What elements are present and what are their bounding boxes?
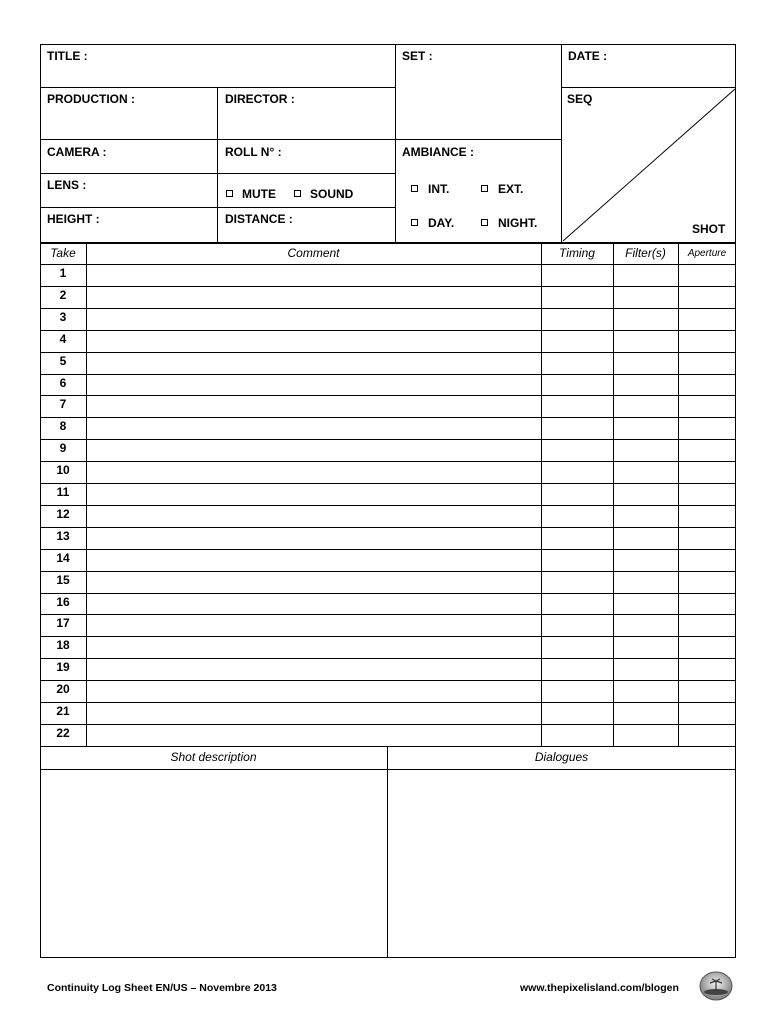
aperture-cell[interactable] xyxy=(679,265,736,286)
take-number: 21 xyxy=(56,704,70,718)
aperture-cell[interactable] xyxy=(679,484,736,505)
shot-description-field[interactable] xyxy=(41,770,387,957)
timing-cell[interactable] xyxy=(542,725,613,746)
filters-cell[interactable] xyxy=(614,506,678,527)
take-number: 3 xyxy=(59,309,67,324)
filters-cell[interactable] xyxy=(614,725,678,746)
table-row xyxy=(40,505,736,527)
aperture-cell[interactable] xyxy=(679,462,736,483)
divider xyxy=(217,87,218,242)
dialogues-field[interactable] xyxy=(388,770,735,957)
timing-cell[interactable] xyxy=(542,396,613,417)
comment-cell[interactable] xyxy=(87,375,541,396)
comment-cell[interactable] xyxy=(87,418,541,439)
aperture-cell[interactable] xyxy=(679,528,736,549)
timing-cell[interactable] xyxy=(542,484,613,505)
comment-cell[interactable] xyxy=(87,637,541,658)
table-row xyxy=(40,527,736,549)
aperture-cell[interactable] xyxy=(679,440,736,461)
aperture-cell[interactable] xyxy=(679,725,736,746)
timing-cell[interactable] xyxy=(542,331,613,352)
table-row xyxy=(40,614,736,636)
seq-shot-diagonal xyxy=(561,87,736,242)
comment-cell[interactable] xyxy=(87,353,541,374)
column-header-timing: Timing xyxy=(559,246,595,260)
take-number: 4 xyxy=(59,331,67,346)
aperture-cell[interactable] xyxy=(679,375,736,396)
filters-cell[interactable] xyxy=(614,615,678,636)
divider xyxy=(40,746,736,747)
filters-cell[interactable] xyxy=(614,681,678,702)
night-label: NIGHT. xyxy=(498,216,538,230)
comment-cell[interactable] xyxy=(87,396,541,417)
island-logo xyxy=(699,971,733,1001)
filters-cell[interactable] xyxy=(614,484,678,505)
divider xyxy=(40,139,562,140)
column-header-take: Take xyxy=(50,246,76,260)
take-number: 5 xyxy=(59,353,67,368)
table-row xyxy=(40,395,736,417)
take-number: 22 xyxy=(56,725,70,740)
divider xyxy=(40,207,396,208)
day-label: DAY. xyxy=(428,216,455,230)
comment-cell[interactable] xyxy=(87,572,541,593)
aperture-cell[interactable] xyxy=(679,637,736,658)
filters-cell[interactable] xyxy=(614,353,678,374)
ambiance-label: AMBIANCE : xyxy=(402,145,474,159)
height-label: HEIGHT : xyxy=(47,212,100,226)
ext-label: EXT. xyxy=(498,182,524,196)
take-number: 20 xyxy=(56,682,70,697)
aperture-cell[interactable] xyxy=(679,506,736,527)
timing-cell[interactable] xyxy=(542,287,613,308)
ext-checkbox[interactable] xyxy=(481,185,488,192)
table-row xyxy=(40,483,736,505)
timing-cell[interactable] xyxy=(542,440,613,461)
take-number: 8 xyxy=(59,419,67,434)
comment-cell[interactable] xyxy=(87,615,541,636)
take-number: 1 xyxy=(59,266,67,280)
filters-cell[interactable] xyxy=(614,309,678,330)
seq-label: SEQ xyxy=(567,92,593,106)
table-row xyxy=(40,264,736,286)
timing-cell[interactable] xyxy=(542,615,613,636)
filters-cell[interactable] xyxy=(614,594,678,615)
take-number: 2 xyxy=(59,287,67,302)
filters-cell[interactable] xyxy=(614,637,678,658)
table-row xyxy=(40,374,736,396)
day-checkbox[interactable] xyxy=(411,219,418,226)
int-label: INT. xyxy=(428,182,450,196)
filters-cell[interactable] xyxy=(614,287,678,308)
take-number: 18 xyxy=(56,638,70,653)
shot-label: SHOT xyxy=(692,222,726,236)
timing-cell[interactable] xyxy=(542,572,613,593)
aperture-cell[interactable] xyxy=(679,331,736,352)
filters-cell[interactable] xyxy=(614,528,678,549)
table-row xyxy=(40,461,736,483)
divider xyxy=(395,44,396,242)
table-row xyxy=(40,702,736,724)
take-number: 11 xyxy=(56,485,70,499)
divider xyxy=(40,173,396,174)
take-number: 17 xyxy=(56,616,70,631)
footer-title: Continuity Log Sheet EN/US – Novembre 2013 xyxy=(47,982,277,994)
take-number: 16 xyxy=(56,594,70,609)
table-row xyxy=(40,571,736,593)
comment-cell[interactable] xyxy=(87,462,541,483)
timing-cell[interactable] xyxy=(542,375,613,396)
filters-cell[interactable] xyxy=(614,572,678,593)
take-number: 6 xyxy=(59,375,67,390)
filters-cell[interactable] xyxy=(614,331,678,352)
set-label: SET : xyxy=(402,49,433,63)
table-row xyxy=(40,680,736,702)
comment-cell[interactable] xyxy=(87,681,541,702)
aperture-cell[interactable] xyxy=(679,615,736,636)
production-label: PRODUCTION : xyxy=(47,92,135,106)
take-number: 13 xyxy=(56,528,70,543)
timing-cell[interactable] xyxy=(542,594,613,615)
take-number: 9 xyxy=(59,441,67,456)
filters-cell[interactable] xyxy=(614,375,678,396)
timing-cell[interactable] xyxy=(542,418,613,439)
comment-cell[interactable] xyxy=(87,550,541,571)
filters-cell[interactable] xyxy=(614,659,678,680)
sound-label: SOUND xyxy=(310,187,354,201)
aperture-cell[interactable] xyxy=(679,572,736,593)
shot-description-label: Shot description xyxy=(170,750,257,764)
take-number: 10 xyxy=(56,463,70,478)
comment-cell[interactable] xyxy=(87,703,541,724)
table-row xyxy=(40,724,736,746)
comment-cell[interactable] xyxy=(87,484,541,505)
comment-cell[interactable] xyxy=(87,287,541,308)
table-row xyxy=(40,417,736,439)
table-row xyxy=(40,352,736,374)
aperture-cell[interactable] xyxy=(679,594,736,615)
filters-cell[interactable] xyxy=(614,265,678,286)
aperture-cell[interactable] xyxy=(679,703,736,724)
lens-label: LENS : xyxy=(47,178,87,192)
mute-label: MUTE xyxy=(242,187,276,201)
timing-cell[interactable] xyxy=(542,528,613,549)
table-row xyxy=(40,593,736,615)
aperture-cell[interactable] xyxy=(679,309,736,330)
timing-cell[interactable] xyxy=(542,506,613,527)
timing-cell[interactable] xyxy=(542,703,613,724)
timing-cell[interactable] xyxy=(542,550,613,571)
mute-checkbox[interactable] xyxy=(226,190,233,197)
take-number: 15 xyxy=(56,572,70,587)
take-number: 12 xyxy=(56,506,70,521)
column-header-aperture: Aperture xyxy=(687,248,727,259)
title-label: TITLE : xyxy=(47,49,88,63)
timing-cell[interactable] xyxy=(542,462,613,483)
int-checkbox[interactable] xyxy=(411,185,418,192)
timing-cell[interactable] xyxy=(542,353,613,374)
aperture-cell[interactable] xyxy=(679,550,736,571)
filters-cell[interactable] xyxy=(614,440,678,461)
timing-cell[interactable] xyxy=(542,309,613,330)
table-row xyxy=(40,286,736,308)
comment-cell[interactable] xyxy=(87,309,541,330)
timing-cell[interactable] xyxy=(542,637,613,658)
comment-cell[interactable] xyxy=(87,506,541,527)
table-row xyxy=(40,549,736,571)
table-row xyxy=(40,658,736,680)
filters-cell[interactable] xyxy=(614,396,678,417)
table-row xyxy=(40,439,736,461)
comment-cell[interactable] xyxy=(87,331,541,352)
aperture-cell[interactable] xyxy=(679,396,736,417)
divider xyxy=(40,242,736,244)
comment-cell[interactable] xyxy=(87,659,541,680)
aperture-cell[interactable] xyxy=(679,681,736,702)
comment-cell[interactable] xyxy=(87,528,541,549)
date-label: DATE : xyxy=(568,49,608,63)
filters-cell[interactable] xyxy=(614,462,678,483)
table-row xyxy=(40,330,736,352)
dialogues-label: Dialogues xyxy=(534,750,589,764)
divider xyxy=(40,87,396,88)
comment-cell[interactable] xyxy=(87,440,541,461)
timing-cell[interactable] xyxy=(542,681,613,702)
filters-cell[interactable] xyxy=(614,703,678,724)
distance-label: DISTANCE : xyxy=(225,212,293,226)
aperture-cell[interactable] xyxy=(679,353,736,374)
night-checkbox[interactable] xyxy=(481,219,488,226)
roll-label: ROLL N° : xyxy=(225,145,282,159)
column-header-comment: Comment xyxy=(287,246,340,260)
take-number: 14 xyxy=(56,550,70,565)
aperture-cell[interactable] xyxy=(679,659,736,680)
comment-cell[interactable] xyxy=(87,265,541,286)
timing-cell[interactable] xyxy=(542,659,613,680)
take-number: 19 xyxy=(56,660,70,675)
aperture-cell[interactable] xyxy=(679,418,736,439)
camera-label: CAMERA : xyxy=(47,145,107,159)
timing-cell[interactable] xyxy=(542,265,613,286)
filters-cell[interactable] xyxy=(614,418,678,439)
comment-cell[interactable] xyxy=(87,594,541,615)
filters-cell[interactable] xyxy=(614,550,678,571)
table-row xyxy=(40,308,736,330)
aperture-cell[interactable] xyxy=(679,287,736,308)
column-header-filters: Filter(s) xyxy=(625,246,666,260)
take-number: 7 xyxy=(59,397,67,412)
table-row xyxy=(40,636,736,658)
sound-checkbox[interactable] xyxy=(294,190,301,197)
footer-url: www.thepixelisland.com/blogen xyxy=(520,982,679,994)
director-label: DIRECTOR : xyxy=(225,92,295,106)
comment-cell[interactable] xyxy=(87,725,541,746)
